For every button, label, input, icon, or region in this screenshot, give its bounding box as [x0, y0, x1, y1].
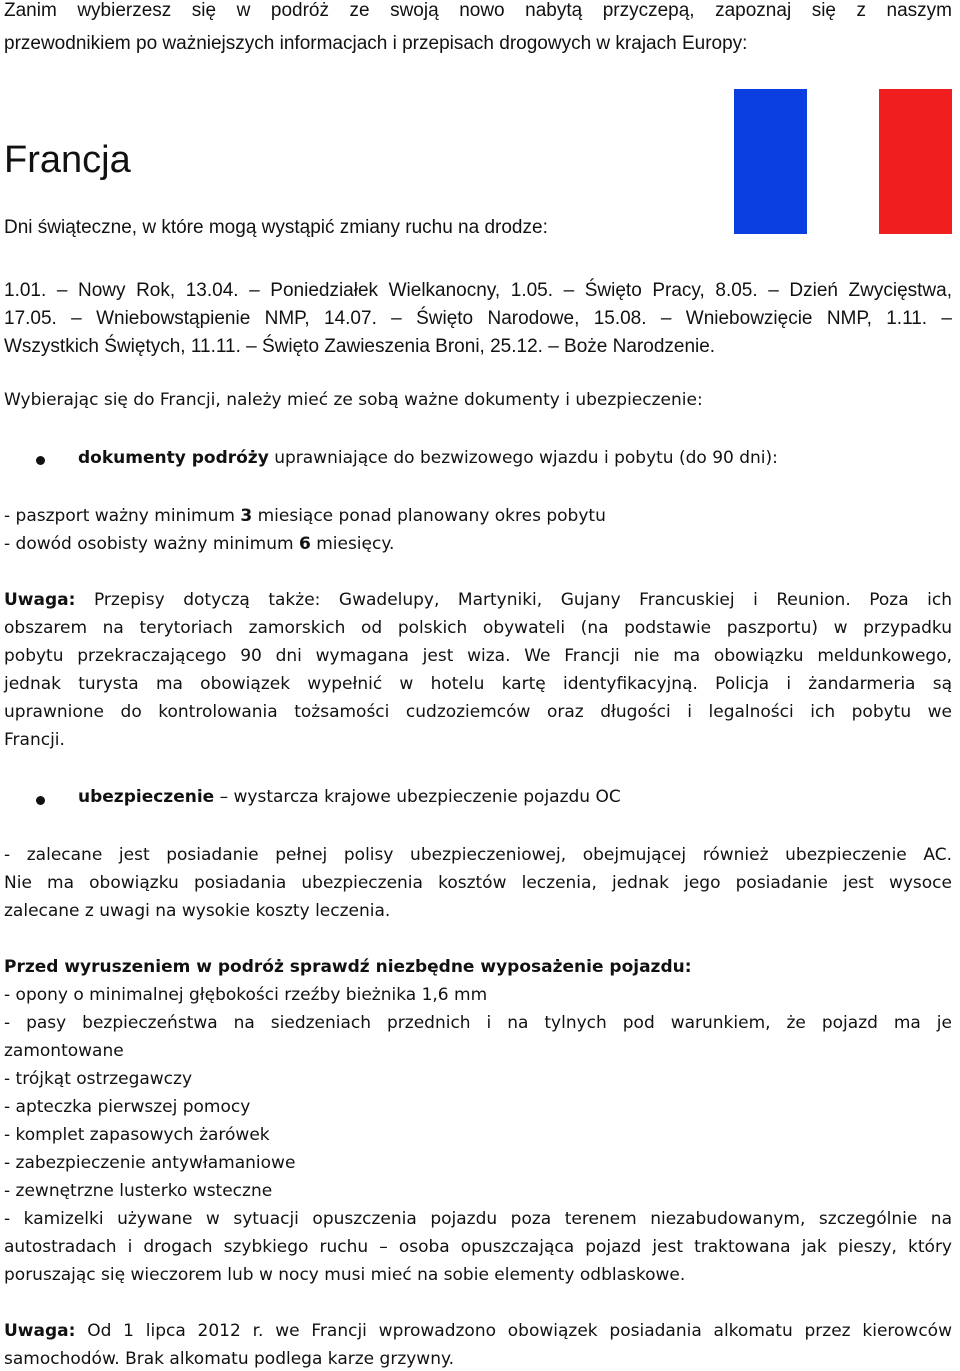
equipment-vest-1: - kamizelki używane w sytuacji opuszczenia pojazdu poza terenem niezabudowanym, szczególnie na [4, 1209, 952, 1229]
passport-line [4, 506, 606, 526]
equipment-heading: Przed wyruszeniem w podróż sprawdź niezbędne wyposażenie pojazdu: [4, 957, 692, 977]
documents-bullet [78, 448, 778, 468]
bullet-icon [36, 456, 45, 465]
equipment-mirror: - zewnętrzne lusterko wsteczne [4, 1181, 273, 1201]
equipment-triangle: - trójkąt ostrzegawczy [4, 1069, 193, 1089]
documents-heading: Wybierając się do Francji, należy mieć ze sobą ważne dokumenty i ubezpieczenie: [4, 390, 703, 410]
intro-line-1: Zanim wybierzesz się w podróż ze swoją nowo nabytą przyczepą, zapoznaj się z naszym [4, 0, 952, 21]
idcard-text-a: - dowód osobisty ważny minimum [4, 534, 299, 554]
holidays-line-3: Wszystkich Świętych, 11.11. – Święto Zawieszenia Broni, 25.12. – Boże Narodzenie. [4, 336, 716, 357]
passport-text-a: - paszport ważny minimum [4, 506, 241, 526]
equipment-vest-2: autostradach i drogach szybkiego ruchu – osoba opuszczająca pojazd jest traktowana jak pieszy, który [4, 1237, 952, 1257]
note2-line-1 [4, 1321, 952, 1341]
note1-label: Uwaga: [4, 590, 76, 610]
equipment-vest-3: poruszając się wieczorem lub w nocy musi mieć na sobie elementy odblaskowe. [4, 1265, 686, 1285]
note1-line-4: jednak turysta ma obowiązek wypełnić w hotelu kartę identyfikacyjną. Policja i żandarmeria są [4, 674, 952, 694]
holidays-line-2: 17.05. – Wniebowstąpienie NMP, 14.07. – Święto Narodowe, 15.08. – Wniebowzięcie NMP, 1.11. – [4, 308, 952, 329]
note1-line-2: obszarem na terytoriach zamorskich od polskich obywateli (na podstawie paszportu) w przypadku [4, 618, 952, 638]
insurance-line-1: - zalecane jest posiadanie pełnej polisy ubezpieczeniowej, obejmującej również ubezpieczenie AC. [4, 845, 952, 865]
note1-line-6: Francji. [4, 730, 65, 750]
insurance-bullet-bold: ubezpieczenie [78, 787, 215, 807]
passport-text-b: miesiące ponad planowany okres pobytu [252, 506, 606, 526]
bullet-icon [36, 796, 45, 805]
french-flag-image [734, 89, 952, 234]
intro-line-2: przewodnikiem po ważniejszych informacjach i przepisach drogowych w krajach Europy: [4, 33, 748, 54]
equipment-first-aid: - apteczka pierwszej pomocy [4, 1097, 251, 1117]
holidays-heading: Dni świąteczne, w które mogą wystąpić zmiany ruchu na drodze: [4, 217, 548, 238]
documents-bullet-bold: dokumenty podróży [78, 448, 269, 468]
idcard-months: 6 [298, 534, 311, 554]
insurance-line-2: Nie ma obowiązku posiadania ubezpieczenia kosztów leczenia, jednak jego posiadanie jest wysoce [4, 873, 952, 893]
note2-text-1: Od 1 lipca 2012 r. we Francji wprowadzono obowiązek posiadania alkomatu przez kierowców [75, 1321, 952, 1341]
documents-bullet-text: uprawniające do bezwizowego wjazdu i pobytu (do 90 dni): [268, 448, 778, 468]
equipment-tires: - opony o minimalnej głębokości rzeźby bieżnika 1,6 mm [4, 985, 488, 1005]
idcard-line [4, 534, 394, 554]
passport-months: 3 [240, 506, 253, 526]
idcard-text-b: miesięcy. [310, 534, 395, 554]
holidays-line-1: 1.01. – Nowy Rok, 13.04. – Poniedziałek Wielkanocny, 1.05. – Święto Pracy, 8.05. – Dzień Zwycięstwa, [4, 280, 952, 301]
flag-stripe-red [879, 89, 952, 234]
note2-line-2: samochodów. Brak alkomatu podlega karze grzywny. [4, 1349, 455, 1369]
note1-line-5: uprawnione do kontrolowania tożsamości cudzoziemców oraz długości i legalności ich pobytu we [4, 702, 952, 722]
equipment-bulbs: - komplet zapasowych żarówek [4, 1125, 270, 1145]
note1-line-1 [4, 590, 952, 610]
note2-label: Uwaga: [4, 1321, 76, 1341]
insurance-line-3: zalecane z uwagi na wysokie koszty leczenia. [4, 901, 391, 921]
equipment-belts-2: zamontowane [4, 1041, 124, 1061]
flag-stripe-white [807, 89, 880, 234]
note1-line-3: pobytu przekraczającego 90 dni wymagana jest wiza. We Francji nie ma obowiązku meldunkowego, [4, 646, 952, 666]
flag-stripe-blue [734, 89, 807, 234]
equipment-belts-1: - pasy bezpieczeństwa na siedzeniach przednich i na tylnych pod warunkiem, że pojazd ma je [4, 1013, 952, 1033]
insurance-bullet-text: – wystarcza krajowe ubezpieczenie pojazdu OC [214, 787, 621, 807]
insurance-bullet [78, 787, 621, 807]
note1-text-1: Przepisy dotyczą także: Gwadelupy, Martyniki, Gujany Francuskiej i Reunion. Poza ich [75, 590, 952, 610]
equipment-anti-theft: - zabezpieczenie antywłamaniowe [4, 1153, 296, 1173]
page-title: Francja [4, 139, 131, 181]
